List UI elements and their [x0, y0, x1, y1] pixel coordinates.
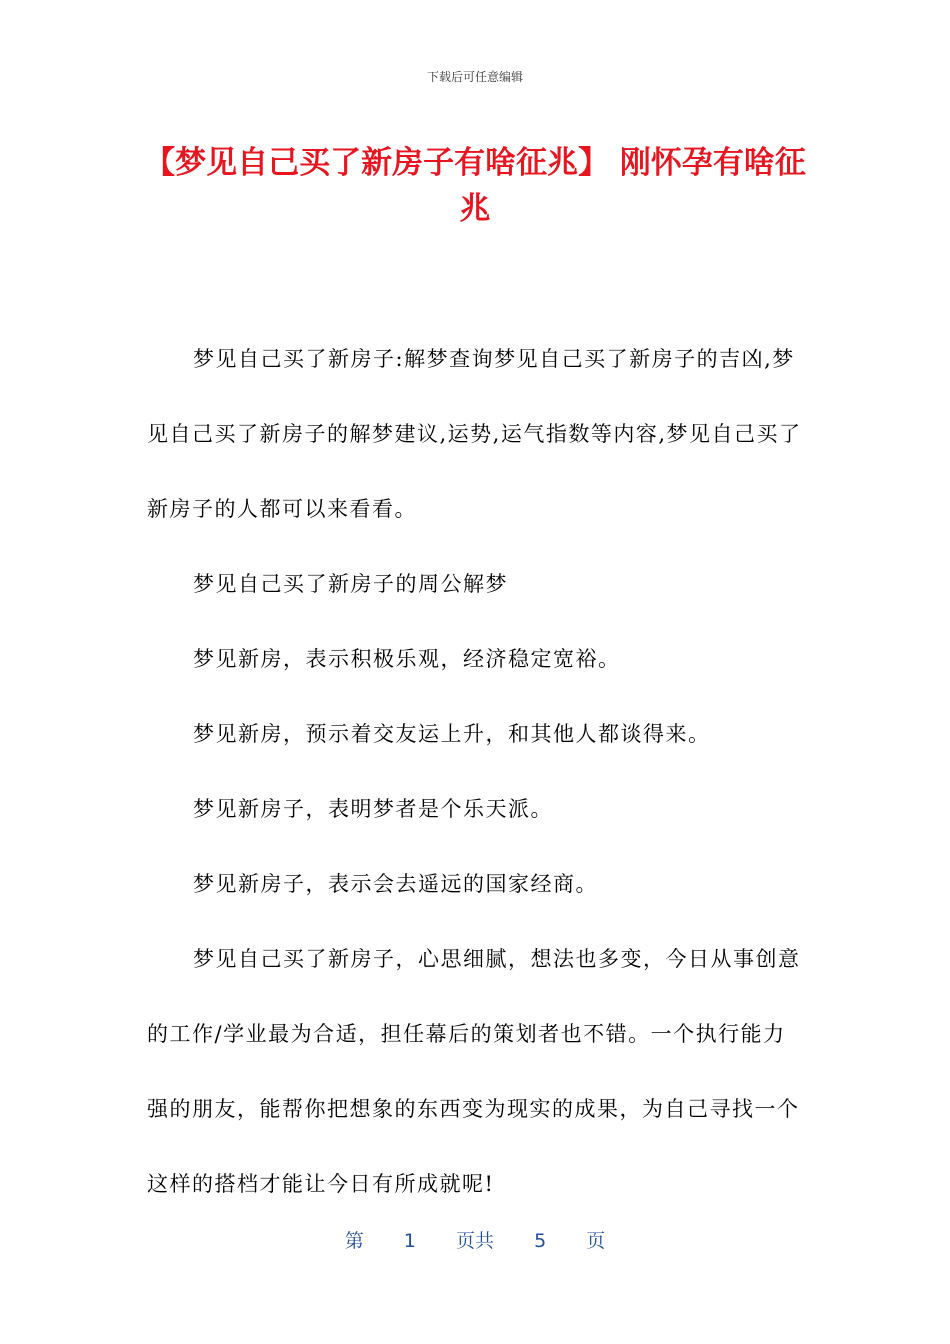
paragraph-item: 梦见新房子，表明梦者是个乐天派。: [193, 797, 553, 821]
footer-prefix: 第: [344, 1230, 364, 1252]
footer-current-page: 1: [403, 1230, 416, 1252]
paragraph-item: 梦见新房，表示积极乐观，经济稳定宽裕。: [193, 647, 621, 671]
page-footer: [0, 1226, 950, 1253]
paragraph-advice: 梦见自己买了新房子，心思细腻，想法也多变，今日从事创意的工作/学业最为合适，担任幕后的策划者也不错。一个执行能力强的朋友，能帮你把想象的东西变为现实的成果，为自己寻找一个这样的搭档才能让今日有所成就呢!: [147, 947, 801, 1196]
paragraph-subheading: 梦见自己买了新房子的周公解梦: [193, 572, 508, 596]
paragraph-intro: 梦见自己买了新房子:解梦查询梦见自己买了新房子的吉凶,梦见自己买了新房子的解梦建议,运势,运气指数等内容,梦见自己买了新房子的人都可以来看看。: [147, 347, 802, 521]
footer-middle: 页共: [455, 1230, 494, 1252]
document-title: 【梦见自己买了新房子有啥征兆】 刚怀孕有啥征兆: [144, 145, 806, 227]
document-body: [147, 322, 807, 1222]
header-note: 下载后可任意编辑: [426, 70, 523, 84]
paragraph-item: 梦见新房子，表示会去遥远的国家经商。: [193, 872, 598, 896]
footer-suffix: 页: [586, 1230, 606, 1252]
footer-total-pages: 5: [534, 1230, 547, 1252]
paragraph-item: 梦见新房，预示着交友运上升，和其他人都谈得来。: [193, 722, 711, 746]
